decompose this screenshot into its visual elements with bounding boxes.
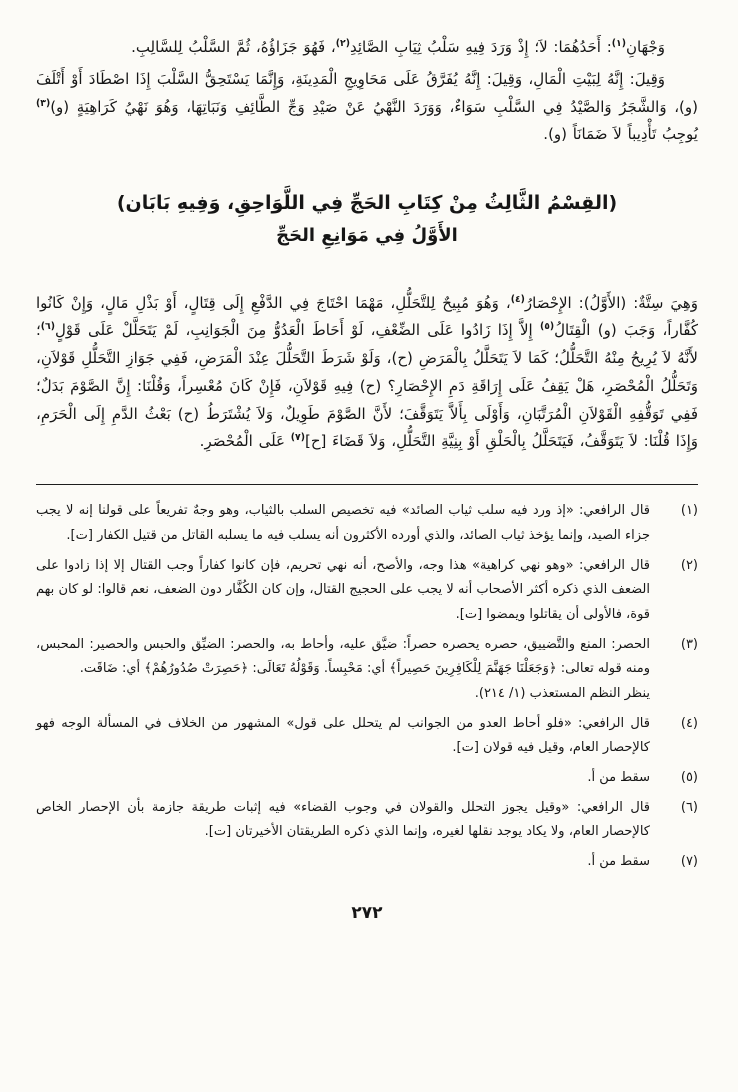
page-number: ٢٧٢: [351, 902, 383, 923]
footnote-body: [36, 712, 650, 761]
footnote-text: سقط من أ.: [587, 770, 650, 786]
footnote-number: (٣): [680, 636, 698, 652]
footnote-item: [36, 796, 698, 845]
paragraph-1: وَجْهَانِ$^{(١)}$: أَحَدُهُمَا: لاَ؛ إِذْ وَرَدَ فِيهِ سَلْبُ ثِيَابِ الصَّائِدِ$^{(٢)}$، فَهُوَ جَزَاؤُهُ، ثُمَّ السَّلْبُ لِلسَّالِبِ.: [131, 38, 665, 56]
footnote-item: [36, 633, 698, 707]
footnote-body: [36, 766, 650, 791]
footnote-body: [36, 554, 650, 628]
footnote-number: (٧): [680, 854, 698, 870]
footnote-number: (٦): [680, 799, 698, 815]
footnote-body: [36, 850, 650, 875]
section-heading-line2: الأَوَّلُ فِي مَوَانِعِ الحَجِّ: [276, 225, 458, 247]
paragraph-3: وَهِيَ سِتَّةٌ: (الأَوَّلُ): الإِحْصَارُ$^{(٤)}$، وَهُوَ مُبِيحٌ لِلتَّحَلُّلِ، مَهْمَا احْتَاجَ فِي الدَّفْعِ إِلَى قِتَالٍ، أَوْ بَذْلِ مَالٍ، وَإِنْ كَانُوا كُفَّاراً، وَجَبَ (و) الْقِتَالُ$^{(٥)}$ إِلاَّ إِذَا زَادُوا عَلَى الضِّعْفِ، لَوْ أَحَاطَ الْعَدُوُّ مِنَ الْجَوَانِبِ، لَمْ يَتَحَلَّلْ عَلَى قَوْلٍ$^{(٦)}$؛ لأَنَّهُ لاَ يُرِيحُ مِنْهُ التَّحَلُّلُ؛ كَمَا لاَ يَتَحَلَّلُ بِالْمَرَضِ (ح)، وَلَوْ شَرَطَ التَّحَلُّلَ عِنْدَ الْمَرَضِ، فَفِي جَوَازِ التَّحَلُّلِ قَوْلاَنِ، وَتَحَلُّلُ الْمُحْصَرِ، هَلْ يَقِفُ عَلَى إِرَاقَةِ دَمِ الإِحْصَارِ؟ (ح) فِيهِ قَوْلاَنِ، فَإِنْ كَانَ مُعْسِراً، وَقُلْنَا: إِنَّ الصَّوْمَ بَدَلٌ؛ فَفِي تَوَقُّفِهِ الْقَوْلاَنِ الْمُرَتَّبَانِ، وَأَوْلَى بِأَلاَّ يَتَوَقَّفَ؛ لأَنَّ الصَّوْمَ طَوِيلٌ، وَلاَ يُشْتَرَطُ (ح) بَعْثُ الدَّمِ إِلَى الْحَرَمِ، وَإِذَا قُلْنَا: لاَ يَتَوَقَّفُ، فَيَتَحَلَّلُ بِالْحَلْقِ أَوْ بِنِيَّةِ التَّحَلُّلِ، وَلاَ قَضَاءَ [ح]$^{(٧)}$ عَلَى الْمُحْصَرِ.: [36, 293, 699, 451]
footnote-number: (١): [680, 503, 698, 519]
footnote-body: [36, 633, 650, 707]
footnote-text: قال الرافعي: «إذ ورد فيه سلب ثياب الصائد» فيه تخصيص السلب بالثياب، وهو وجهٌ تفريعاً على قولنا إنه لا يجب جزاء الصيد، وإنما يؤخذ ثياب الصائد، والذي أورده الأكثرون أنه يسلب فيه ما يسلبه القاتل من قتيل الكفار [ت].: [36, 503, 650, 543]
footnote-item: [36, 499, 698, 548]
footnote-item: [36, 712, 698, 761]
footnote-item: [36, 766, 698, 791]
footnote-number: (٢): [680, 557, 698, 573]
footnote-text: الحصر: المنع والتَّضييق، حصره يحصره حصراً: ضيَّق عليه، وأحاط به، والحصر: الضيِّق والحبس والحصير: المحبس، ومنه قوله تعالى: ﴿وَجَعَلْنَا جَهَنَّمَ لِلْكَافِرِينَ حَصِيراً﴾ أي: مَحْبِساً. وَقَوْلُهُ تَعَالَى: ﴿حَصِرَتْ صُدُورُهُمْ﴾ أي: ضَاقَت.: [36, 636, 650, 677]
footnote-citation: ينظر النظم المستعذب (١/ ٢١٤).: [474, 686, 650, 701]
footnote-number: (٤): [680, 715, 698, 731]
section-heading-line1: (القِسْمُ الثَّالِثُ مِنْ كِتَابِ الحَجِّ فِي اللَّوَاحِقِ، وَفِيهِ بَابَان): [116, 192, 618, 214]
footnote-body: [36, 796, 650, 845]
footnote-item: [36, 850, 698, 875]
footnote-item: [36, 554, 698, 628]
section-heading: [36, 185, 698, 252]
footnote-number: (٥): [680, 770, 698, 786]
footnote-text: قال الرافعي: «وقيل يجوز التحلل والقولان في وجوب القضاء» فيه إثبات طريقة جازمة بأن الإحصار الخاص كالإحصار العام، ولا يكاد يوجد نقلها لغيره، وإنما الذي ذكره الطريقتان الأخيرتان [ت].: [36, 799, 650, 840]
footnote-text: قال الرافعي: «فلو أحاط العدو من الجوانب لم يتحلل على قول» المشهور من الخلاف في المسألة الوجه فهو كالإحصار العام، وقيل فيه قولان [ت].: [36, 715, 650, 756]
footnotes-section: [36, 499, 698, 875]
footnote-separator: [36, 484, 698, 485]
paragraph-2: وَقِيلَ: إِنَّهُ لِبَيْتِ الْمَالِ، وَقِيلَ: إِنَّهُ يُفَرَّقُ عَلَى مَحَاوِيجِ الْمَدِينَةِ، وَإِنَّمَا يَسْتَحِقُّ السَّلْبَ إِذَا اصْطَادَ أَوْ أَتْلَفَ (و)، وَالشَّجَرُ وَالصَّيْدُ فِي السَّلْبِ سَوَاءٌ، وَوَرَدَ النَّهْيُ عَنْ صَيْدِ وَجِّ الطَّائِفِ وَنَبَاتِهَا، وَهُوَ نَهْيُ كَرَاهِيَةٍ (و)$^{(٣)}$ يُوجِبُ تَأْدِيباً لاَ ضَمَانَاً (و).: [36, 69, 698, 144]
page-footer: [36, 903, 698, 923]
footnote-text: قال الرافعي: «وهو نهي كراهية» هذا وجه، والأصح، أنه نهي تحريم، فإن كانوا كفاراً وجب القتال إلا إذا زادوا على الضعف الذي ذكره أكثر الأصحاب أنه لا يجب على الحجيج القتال، وإن كان الكُفَّار دون الضعف، نعم قالوا: لو كان بهم قوة، فالأولى أن يقاتلوا ويمضوا [ت].: [36, 557, 650, 622]
footnote-text: سقط من أ.: [587, 854, 650, 870]
footnote-body: [36, 499, 650, 548]
main-text: [36, 34, 698, 456]
